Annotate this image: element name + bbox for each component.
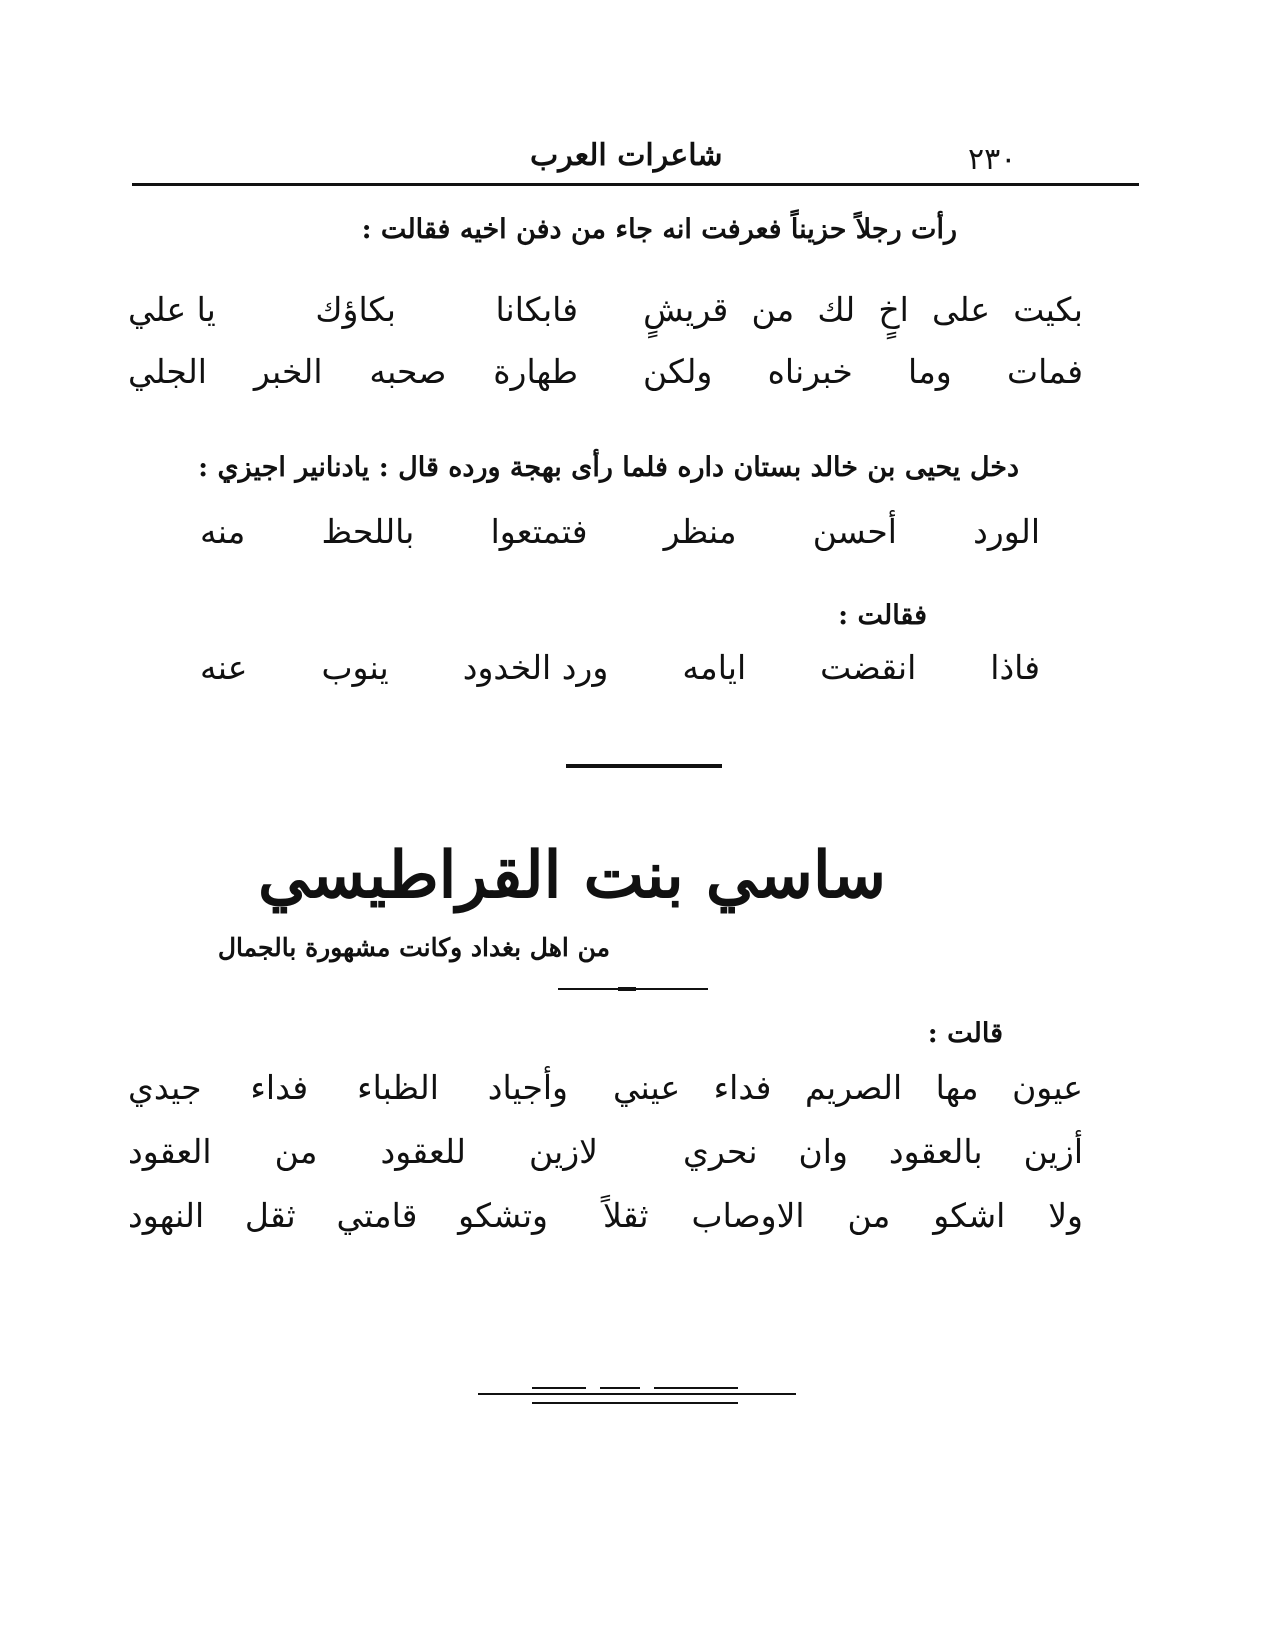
verse-word: قريشٍ — [643, 290, 729, 329]
verse-word: يا علي — [128, 290, 216, 329]
verse-word: الخبر — [253, 352, 323, 391]
hemistich-left — [128, 1132, 598, 1171]
verse-word: صحبه — [369, 352, 447, 391]
header-rule — [132, 183, 1139, 186]
verse-word: باللحظ — [321, 512, 415, 551]
verse-word: جيدي — [128, 1068, 202, 1107]
verse-word: قامتي — [336, 1196, 418, 1235]
verse-word: اخٍ — [878, 290, 909, 329]
verse-word: ولكن — [643, 352, 713, 391]
verse-word: بالعقود — [888, 1132, 983, 1171]
verse-word: طهارة — [493, 352, 578, 391]
verse-word: عيني — [613, 1068, 681, 1107]
verse-word: ثقلاً — [603, 1196, 649, 1235]
verse-word: لك — [817, 290, 856, 329]
verse-word: فتمتعوا — [490, 512, 588, 551]
verse-word: فمات — [1007, 352, 1083, 391]
page-number: ٢٣٠ — [968, 142, 1017, 177]
verse-word: عنه — [200, 648, 248, 687]
verse-word: فابكانا — [495, 290, 578, 329]
verse-word: عيون — [1012, 1068, 1083, 1107]
verse-word: منظر — [663, 512, 737, 551]
subtitle-rule-mark — [618, 987, 636, 991]
verse-word: ايامه — [682, 648, 747, 687]
verse-word: الجلي — [128, 352, 207, 391]
end-rule — [532, 1387, 586, 1389]
end-rule — [532, 1402, 738, 1404]
section-title: ساسي بنت القراطيسي — [257, 838, 886, 913]
verse-word: الورد — [973, 512, 1040, 551]
verse-word: خبرناه — [767, 352, 853, 391]
hemistich-left — [128, 352, 578, 391]
verse-line — [200, 648, 1040, 687]
hemistich-right — [613, 1068, 1083, 1107]
verse-word: أحسن — [812, 512, 897, 551]
verse-word: فاذا — [990, 648, 1040, 687]
verse-word: على — [931, 290, 991, 329]
hemistich-right — [603, 1196, 1083, 1235]
verse-word: الاوصاب — [691, 1196, 805, 1235]
verse-word: وتشكو — [458, 1196, 548, 1235]
verse-word: من — [751, 290, 795, 329]
verse-word: منه — [200, 512, 246, 551]
verse-word: للعقود — [380, 1132, 466, 1171]
verse-word: اشكو — [933, 1196, 1006, 1235]
end-rule — [654, 1387, 738, 1389]
verse-word: لازين — [528, 1132, 598, 1171]
verse-word: أزين — [1023, 1132, 1083, 1171]
verse-word: انقضت — [820, 648, 917, 687]
reply-label: فقالت : — [838, 600, 927, 631]
verse-word: الظباء — [357, 1068, 439, 1107]
hemistich-left — [128, 1068, 568, 1107]
verse-word: العقود — [128, 1132, 212, 1171]
hemistich-left — [128, 290, 578, 329]
verse-word: فداء — [250, 1068, 309, 1107]
verse-word: الصريم — [804, 1068, 903, 1107]
verse-word: ينوب — [321, 648, 389, 687]
verse-word: فداء — [713, 1068, 772, 1107]
verse-word: وان — [798, 1132, 848, 1171]
section2-intro: دخل يحيى بن خالد بستان داره فلما رأى بهجة ورده قال : يادنانير اجيزي : — [198, 452, 1019, 483]
verse-word: من — [847, 1196, 891, 1235]
running-title: شاعرات العرب — [530, 138, 723, 173]
verse-word: بكيت — [1013, 290, 1083, 329]
hemistich-right — [683, 1132, 1083, 1171]
verse-line — [200, 512, 1040, 551]
hemistich-left — [128, 1196, 548, 1235]
verse-word: النهود — [128, 1196, 205, 1235]
verse-word: ولا — [1048, 1196, 1083, 1235]
section1-intro: رأت رجلاً حزيناً فعرفت انه جاء من دفن اخيه فقالت : — [361, 214, 957, 245]
verse-word: مها — [935, 1068, 979, 1107]
verse-word: نحري — [683, 1132, 758, 1171]
verse-word: ورد الخدود — [462, 648, 609, 687]
section-separator — [566, 764, 722, 768]
section-subtitle: من اهل بغداد وكانت مشهورة بالجمال — [217, 933, 610, 962]
verse-word: بكاؤك — [315, 290, 396, 329]
hemistich-right — [643, 290, 1083, 329]
verse-word: ثقل — [244, 1196, 296, 1235]
verse-word: وأجياد — [487, 1068, 568, 1107]
end-rule — [600, 1387, 640, 1389]
verse-word: وما — [908, 352, 952, 391]
verse-word: من — [274, 1132, 318, 1171]
said-label: قالت : — [927, 1018, 1003, 1049]
hemistich-right — [643, 352, 1083, 391]
end-rule — [478, 1393, 796, 1395]
